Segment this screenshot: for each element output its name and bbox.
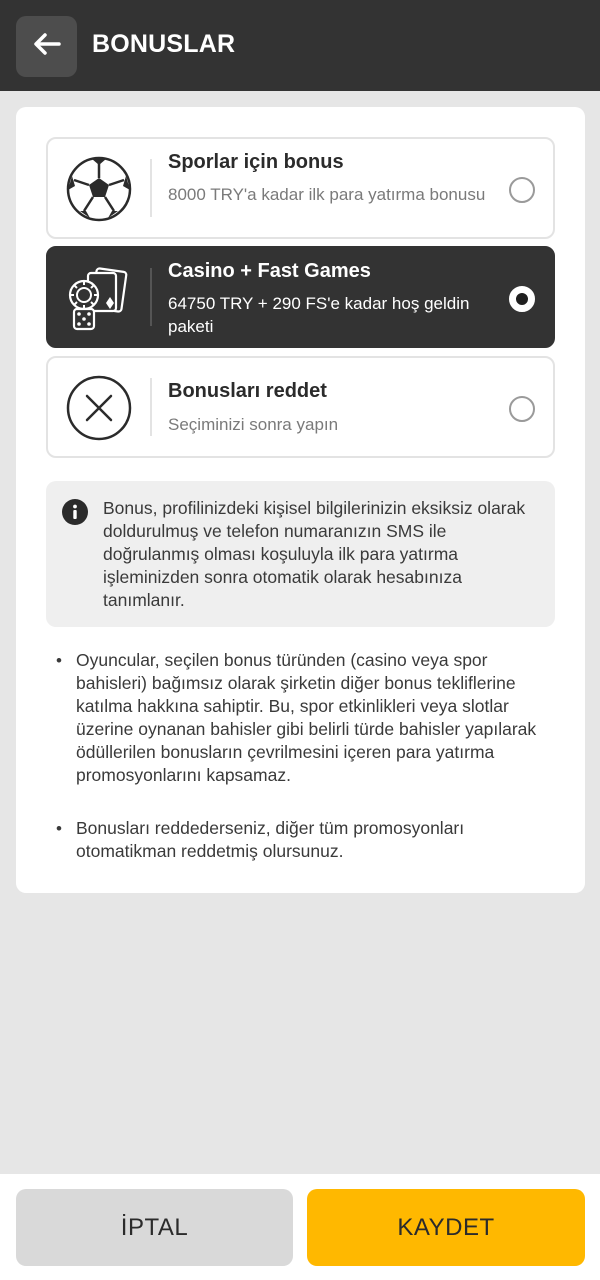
back-button[interactable] [16,16,77,77]
option-decline-bonus[interactable] [46,356,555,458]
casino-chips-cards-icon [66,265,132,331]
save-button[interactable]: KAYDET [307,1189,585,1266]
option-title: Casino + Fast Games [168,260,371,282]
radio-button[interactable] [509,177,535,203]
note-text: Oyuncular, seçilen bonus türünden (casino veya spor bahisleri) bağımsız olarak şirketin diğer bonus tekliflerine katılma hakkına sahiptir. Bu, spor etkinlikleri veya slotlar üzerine oynanan bahisler gibi belirli türde bahisler yapılarak ödüllerilen bonusların çevrilmesini içeren para yatırma promosyonlarını kapsamaz. [76,650,537,785]
note-text: Bonusları reddederseniz, diğer tüm promosyonları otomatikman reddetmiş olursunuz. [76,818,465,861]
option-casino-bonus[interactable] [46,246,555,348]
arrow-left-icon [32,32,62,61]
bullet-dot: • [56,819,62,838]
notes-list [56,649,556,863]
radio-button[interactable] [509,396,535,422]
top-bar [0,0,600,91]
radio-button-selected[interactable] [509,286,535,312]
option-divider [150,159,152,217]
option-title: Sporlar için bonus [168,151,344,173]
list-item [56,649,556,787]
info-text: Bonus, profilinizdeki kişisel bilgilerinizin eksiksiz olarak doldurulmuş ve telefon numaranızın SMS ile doğrulanmış olması koşuluyla ilk para yatırma işleminizden sonra otomatik olarak hesabınıza tanımlanır. [103,498,526,610]
list-item [56,817,556,863]
option-description: 64750 TRY + 290 FS'e kadar hoş geldin paketi [168,294,470,336]
close-circle-icon [66,375,132,441]
info-icon [62,499,88,525]
page-title: BONUSLAR [92,30,236,58]
option-sports-bonus[interactable] [46,137,555,239]
bullet-dot: • [56,651,62,670]
option-divider [150,378,152,436]
option-divider [150,268,152,326]
bonus-card [16,107,585,893]
option-description: Seçiminizi sonra yapın [168,415,339,434]
info-box [46,481,555,627]
soccer-ball-icon [66,156,132,222]
footer-bar [0,1174,600,1280]
option-title: Bonusları reddet [168,380,327,402]
cancel-button[interactable]: İPTAL [16,1189,293,1266]
option-description: 8000 TRY'a kadar ilk para yatırma bonusu [168,185,486,204]
